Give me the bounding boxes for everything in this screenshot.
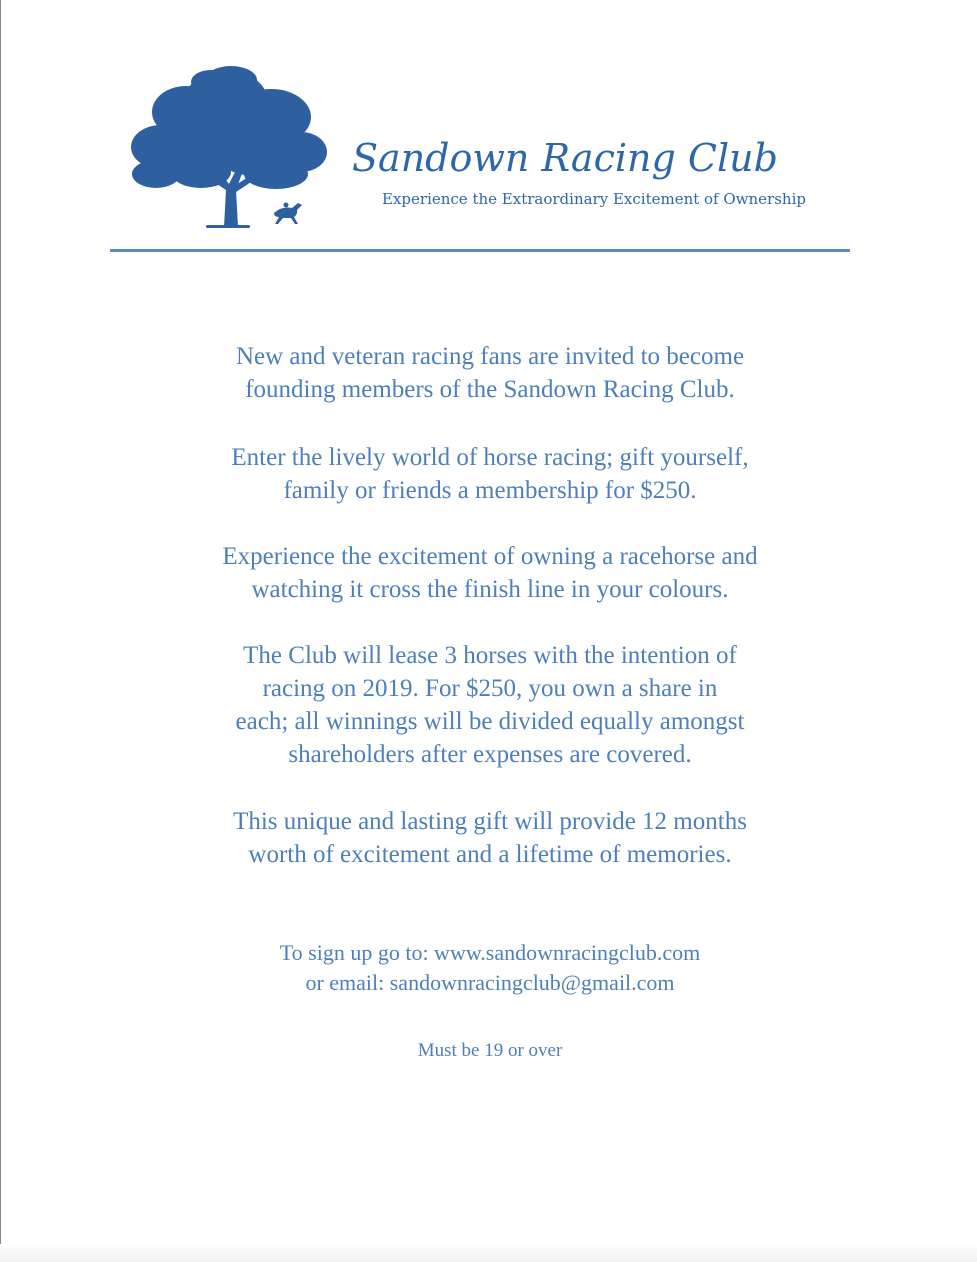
paragraph-line: founding members of the Sandown Racing Club. bbox=[245, 376, 735, 403]
page-bottom-edge bbox=[0, 1244, 977, 1262]
age-note-text: Must be 19 or over bbox=[417, 1040, 563, 1061]
header-divider bbox=[110, 249, 850, 252]
paragraph-line: watching it cross the finish line in your colours. bbox=[251, 576, 729, 603]
club-tagline: Experience the Extraordinary Excitement of Ownership bbox=[382, 190, 806, 208]
paragraph-lasting-gift bbox=[140, 805, 840, 871]
paragraph-line: worth of excitement and a lifetime of memories. bbox=[248, 841, 732, 868]
paragraph-line: Experience the excitement of owning a racehorse and bbox=[222, 543, 758, 570]
age-requirement-note bbox=[140, 1038, 840, 1064]
paragraph-ownership-excitement bbox=[140, 540, 840, 606]
paragraph-line: family or friends a membership for $250. bbox=[283, 477, 697, 504]
page-edge bbox=[0, 0, 1, 1262]
signup-website-line: To sign up go to: www.sandownracingclub.com bbox=[279, 940, 701, 965]
paragraph-line: The Club will lease 3 horses with the intention of bbox=[243, 642, 737, 669]
signup-email-line: or email: sandownracingclub@gmail.com bbox=[305, 970, 675, 995]
contact-block bbox=[140, 938, 840, 998]
paragraph-gift-membership bbox=[140, 441, 840, 507]
paragraph-line: racing on 2019. For $250, you own a share in bbox=[262, 675, 718, 702]
paragraph-horse-lease bbox=[140, 639, 840, 771]
paragraph-line: Enter the lively world of horse racing; gift yourself, bbox=[231, 444, 749, 471]
paragraph-line: New and veteran racing fans are invited to become bbox=[235, 343, 745, 370]
club-name-title: Sandown Racing Club bbox=[352, 136, 778, 180]
oak-tree-logo-icon bbox=[126, 62, 330, 232]
paragraph-line: each; all winnings will be divided equally amongst bbox=[235, 708, 745, 735]
paragraph-founding-members bbox=[140, 340, 840, 406]
paragraph-line: This unique and lasting gift will provide 12 months bbox=[233, 808, 747, 835]
paragraph-line: shareholders after expenses are covered. bbox=[288, 741, 692, 768]
